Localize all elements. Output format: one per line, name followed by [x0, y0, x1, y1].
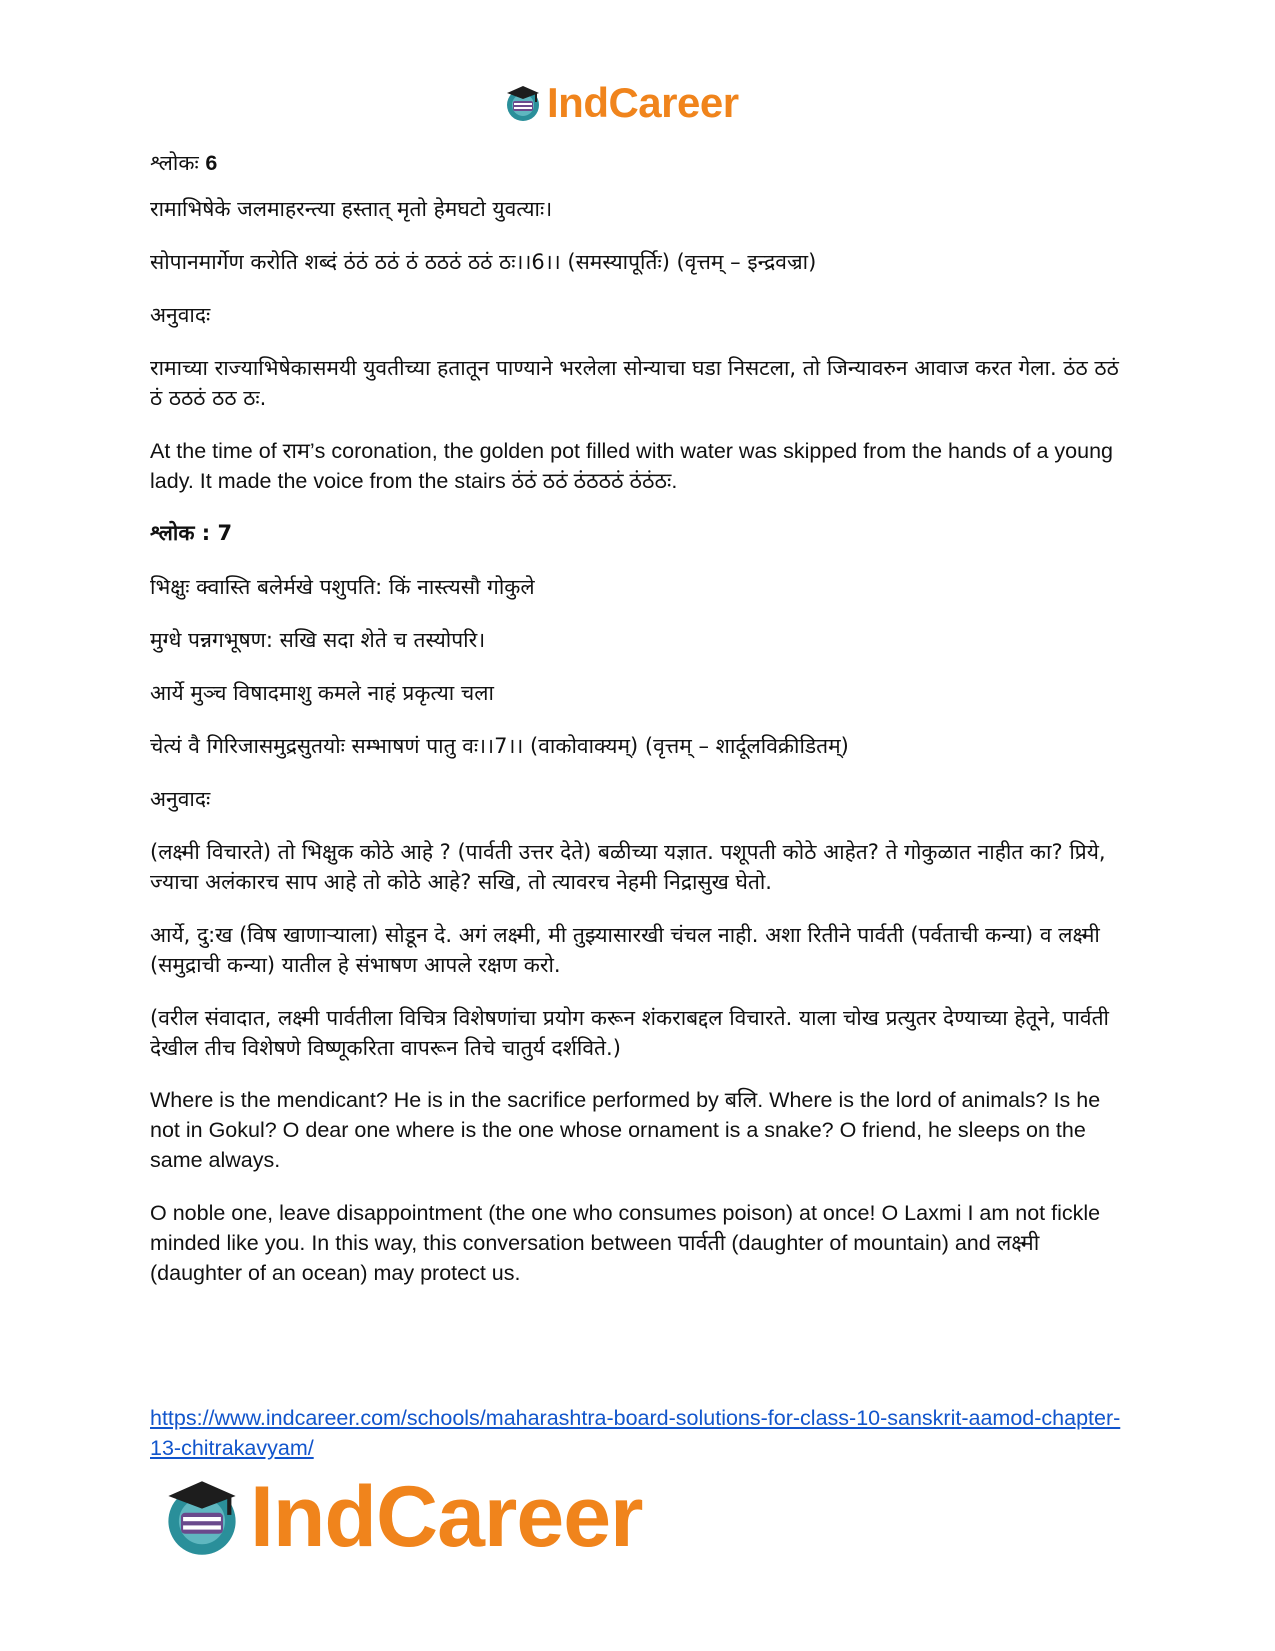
english-translation-6: At the time of राम’s coronation, the golden pot filled with water was skipped from the hands of a young lady. It made the voice from the stairs ठंठं ठठं ठंठठठं ठंठंठः. [150, 439, 1114, 493]
footer-logo [160, 1468, 643, 1565]
logo-text: IndCareer [250, 1468, 643, 1565]
marathi-translation-7c: (वरील संवादात, लक्ष्मी पार्वतीला विचित्र विशेषणांचा प्रयोग करून शंकराबद्दल विचारते. याला चोख प्रत्युतर देण्याच्या हेतूने, पार्वती देखील तीच विशेषणे विष्णूकरिता वापरून तिचे चातुर्य दर्शविते.) [150, 1006, 1109, 1060]
graduation-globe-icon [160, 1475, 244, 1559]
english-translation-7a: Where is the mendicant? He is in the sacrifice performed by बलि. Where is the lord of animals? Is he not in Gokul? O dear one where is the one whose ornament is a snake? O friend, he sleeps on the same always. [150, 1088, 1101, 1172]
shloka-6-heading [150, 148, 1130, 178]
english-translation-7b: O noble one, leave disappointment (the one who consumes poison) at once! O Laxmi I am not fickle minded like you. In this way, this conversation between पार्वती (daughter of mountain) and लक्ष्मी (daughter of an ocean) may protect us. [150, 1201, 1101, 1285]
shloka-6-line-1: रामाभिषेके जलमाहरन्त्या हस्तात् मृतो हेमघटो युवत्याः। [150, 197, 553, 221]
translation-heading-1: अनुवादः [150, 303, 211, 327]
graduation-globe-icon [503, 83, 543, 123]
translation-heading-2: अनुवादः [150, 787, 211, 811]
shloka-7-line-2: मुग्धे पन्नगभूषण: सखि सदा शेते च तस्योपरि। [150, 628, 486, 652]
shloka-7-line-1: भिक्षुः क्वास्ति बलेर्मखे पशुपति: किं नास्त्यसौ गोकुले [150, 575, 535, 599]
marathi-translation-7a: (लक्ष्मी विचारते) तो भिक्षुक कोठे आहे ? (पार्वती उत्तर देते) बळीच्या यज्ञात. पशूपती कोठे आहेत? ते गोकुळात नाहीत का? प्रिये, ज्याचा अलंकारच साप आहे तो कोठे आहे? सखि, तो त्यावरच नेहमी निद्रासुख घेतो. [150, 840, 1106, 894]
shloka-number: 6 [205, 151, 218, 175]
shloka-label: श्लोकः [150, 151, 199, 175]
marathi-translation-7b: आर्ये, दु:ख (विष खाणाऱ्याला) सोडून दे. अगं लक्ष्मी, मी तुझ्यासारखी चंचल नाही. अशा रितीने पार्वती (पर्वताची कन्या) व लक्ष्मी (समुद्राची कन्या) यातील हे संभाषण आपले रक्षण करो. [150, 923, 1100, 977]
logo-text: IndCareer [547, 79, 739, 126]
source-link[interactable]: https://www.indcareer.com/schools/maharashtra-board-solutions-for-class-10-sanskrit-aamod-chapter-13-chitrakavyam/ [150, 1406, 1121, 1460]
header-logo [503, 80, 739, 126]
shloka-7-line-4: चेत्यं वै गिरिजासमुद्रसुतयोः सम्भाषणं पातु वः।।7।। (वाकोवाक्यम्) (वृत्तम् – शार्दूलविक्रीडितम्) [150, 734, 849, 758]
marathi-translation-6: रामाच्या राज्याभिषेकासमयी युवतीच्या हतातून पाण्याने भरलेला सोन्याचा घडा निसटला, तो जिन्यावरुन आवाज करत गेला. ठंठ ठठं ठं ठठठं ठठ ठः. [150, 356, 1119, 410]
shloka-7-heading: श्लोक : 7 [150, 521, 233, 545]
shloka-7-line-3: आर्ये मुञ्च विषादमाशु कमले नाहं प्रकृत्या चला [150, 681, 494, 705]
shloka-6-line-2: सोपानमार्गेण करोति शब्दं ठंठं ठठं ठं ठठठं ठठं ठः।।6।। (समस्यापूर्तिः) (वृत्तम् – इन्द्रवज्रा) [150, 250, 817, 274]
